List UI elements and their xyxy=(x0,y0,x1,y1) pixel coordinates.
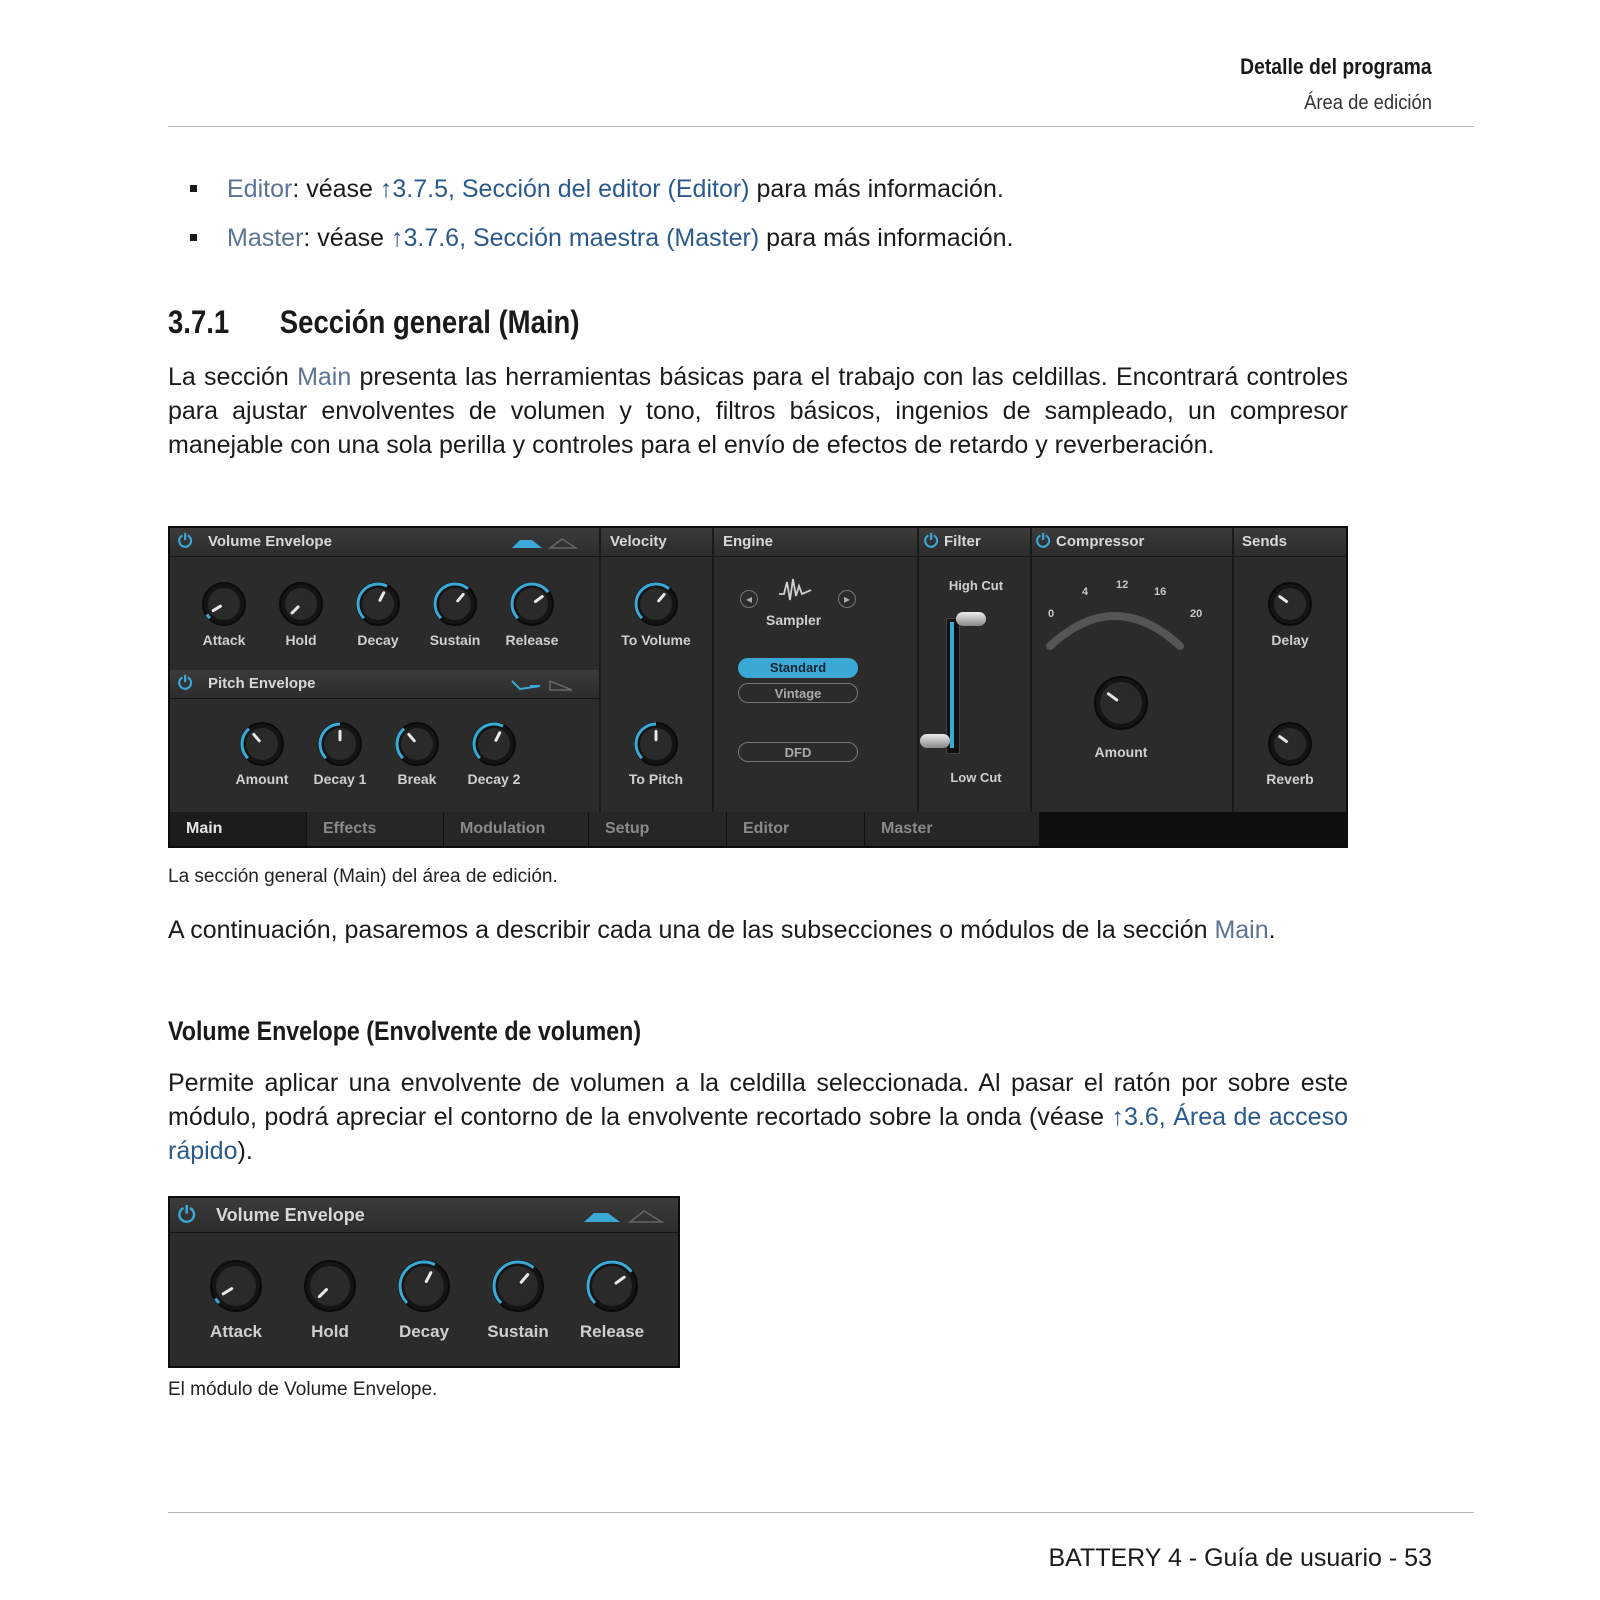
term-editor: Editor xyxy=(227,175,293,203)
section-number: 3.7.1 xyxy=(168,304,230,340)
term-main: Main xyxy=(297,363,352,391)
compressor-title: Compressor xyxy=(1056,533,1145,550)
knob-graphic xyxy=(632,720,680,768)
knob-label: Decay xyxy=(398,1322,450,1341)
text: La sección xyxy=(168,363,298,391)
scale-label: 16 xyxy=(1154,586,1167,598)
power-icon[interactable]: ⏻ xyxy=(178,673,193,693)
text: A continuación, pasaremos a describir cada una de las subsecciones o módulos de la sección xyxy=(168,916,1215,944)
knob-label: Sustain xyxy=(429,632,481,648)
text: ). xyxy=(237,1137,253,1165)
term-master: Master xyxy=(227,224,304,252)
knob-label: Delay xyxy=(1271,632,1309,648)
knob-label: Amount xyxy=(1094,744,1148,760)
standard-button[interactable]: Standard xyxy=(738,658,858,678)
header-rule xyxy=(168,126,1474,127)
divider xyxy=(1030,528,1032,816)
knob-label: Release xyxy=(579,1322,645,1341)
knob-label: Hold xyxy=(285,632,317,648)
tab-master[interactable]: Master xyxy=(865,812,1040,846)
subsection-heading: Volume Envelope (Envolvente de volumen) xyxy=(168,1016,642,1046)
knob-label: Amount xyxy=(235,771,289,787)
text: Permite aplicar una envolvente de volumen a la celdilla seleccionada. Al pasar el ratón por sobre este módulo, podrá apreciar el contorno de la envolvente recortado sobre la onda (véase xyxy=(168,1069,1348,1131)
running-header-subsection: Área de edición xyxy=(1304,92,1432,114)
power-icon[interactable]: ⏻ xyxy=(1036,531,1051,551)
waveform-icon xyxy=(778,576,812,604)
scale-label: 4 xyxy=(1082,586,1089,598)
knob-label: Attack xyxy=(202,632,246,648)
power-icon[interactable]: ⏻ xyxy=(924,531,939,551)
knob-label: Break xyxy=(397,771,437,787)
knob-label: Attack xyxy=(210,1322,262,1341)
tab-effects[interactable]: Effects xyxy=(307,812,444,846)
knob-label: Decay xyxy=(357,632,399,648)
tab-editor[interactable]: Editor xyxy=(727,812,865,846)
link-quick-access[interactable]: ↑3.6, Área de acceso rápido xyxy=(168,1103,1348,1165)
filter-title: Filter xyxy=(944,533,981,550)
knob-graphic xyxy=(431,580,479,628)
scale-label: 0 xyxy=(1048,608,1055,620)
footer-rule xyxy=(168,1512,1474,1513)
bullet-mark xyxy=(190,185,197,192)
divider xyxy=(599,528,601,816)
link-editor-section[interactable]: ↑3.7.5, Sección del editor (Editor) xyxy=(379,175,750,203)
figure-caption: La sección general (Main) del área de edición. xyxy=(168,866,558,887)
compressor-scale-arc xyxy=(1040,586,1190,656)
knob-graphic xyxy=(238,720,286,768)
knob-graphic xyxy=(1092,674,1150,732)
scale-label: 20 xyxy=(1190,608,1203,620)
knob-graphic xyxy=(508,580,556,628)
main-section-figure xyxy=(168,526,1348,848)
knob-graphic xyxy=(316,720,364,768)
envelope-shape-icon[interactable] xyxy=(510,536,582,550)
bullet-text: para más información. xyxy=(759,224,1014,252)
text: . xyxy=(1268,916,1276,944)
sends-title: Sends xyxy=(1242,533,1288,550)
bullet-text: : véase xyxy=(303,224,391,252)
bullet-master xyxy=(190,224,1013,253)
page-footer: BATTERY 4 - Guía de usuario - 53 xyxy=(1048,1544,1432,1572)
running-header-section: Detalle del programa xyxy=(1240,54,1432,79)
high-cut-label: High Cut xyxy=(948,578,1004,593)
high-cut-handle[interactable] xyxy=(956,612,986,626)
knob-graphic xyxy=(396,1258,452,1314)
knob-graphic xyxy=(490,1258,546,1314)
knob-graphic xyxy=(277,580,325,628)
knob-label: To Pitch xyxy=(628,771,684,787)
engine-mode-label: Sampler xyxy=(766,612,822,628)
bullet-editor xyxy=(190,175,1004,204)
tab-setup[interactable]: Setup xyxy=(589,812,727,846)
next-engine-button[interactable]: ▸ xyxy=(838,590,856,608)
paragraph-intro xyxy=(168,360,1348,462)
power-icon[interactable]: ⏻ xyxy=(178,1202,196,1227)
envelope-shape-icon[interactable] xyxy=(582,1208,668,1224)
vintage-button[interactable]: Vintage xyxy=(738,683,858,703)
knob-label: To Volume xyxy=(621,632,691,648)
term-main: Main xyxy=(1214,916,1269,944)
knob-graphic xyxy=(393,720,441,768)
knob-graphic xyxy=(584,1258,640,1314)
volume-envelope-title: Volume Envelope xyxy=(216,1205,365,1225)
knob-graphic xyxy=(200,580,248,628)
knob-graphic xyxy=(208,1258,264,1314)
pitch-shape-icon[interactable] xyxy=(510,678,582,692)
paragraph-continue xyxy=(168,913,1348,947)
divider xyxy=(712,528,714,816)
bullet-text: : véase xyxy=(292,175,380,203)
engine-title: Engine xyxy=(723,533,774,550)
pitch-envelope-title: Pitch Envelope xyxy=(208,675,316,692)
tab-main[interactable]: Main xyxy=(170,812,307,846)
section-title: Sección general (Main) xyxy=(279,304,580,340)
text: presenta las herramientas básicas para el trabajo con las celdillas. Encontrará controles para ajustar envolventes de volumen y tono, filtros básicos, ingenios de sampleado, un compresor manejable con una sola perilla y controles para el envío de efectos de retardo y reverberación. xyxy=(168,363,1348,459)
prev-engine-button[interactable]: ◂ xyxy=(740,590,758,608)
dfd-button[interactable]: DFD xyxy=(738,742,858,762)
knob-label: Hold xyxy=(311,1322,349,1341)
divider xyxy=(1232,528,1234,816)
divider xyxy=(917,528,919,816)
filter-range-fill xyxy=(950,622,954,748)
knob-graphic xyxy=(354,580,402,628)
figure-caption: El módulo de Volume Envelope. xyxy=(168,1379,438,1400)
scale-label: 12 xyxy=(1116,579,1129,591)
knob-label: Decay 1 xyxy=(313,771,367,787)
paragraph-volume-envelope xyxy=(168,1066,1348,1168)
bullet-text: para más información. xyxy=(749,175,1004,203)
knob-graphic xyxy=(302,1258,358,1314)
knob-graphic xyxy=(470,720,518,768)
velocity-title: Velocity xyxy=(610,533,667,550)
power-icon[interactable]: ⏻ xyxy=(178,531,193,551)
knob-label: Sustain xyxy=(487,1322,549,1341)
low-cut-handle[interactable] xyxy=(920,734,950,748)
tab-bar xyxy=(170,812,1348,848)
knob-label: Release xyxy=(505,632,559,648)
knob-graphic xyxy=(1266,720,1314,768)
knob-label: Decay 2 xyxy=(467,771,521,787)
bullet-mark xyxy=(190,234,197,241)
section-heading xyxy=(168,304,580,341)
tab-modulation[interactable]: Modulation xyxy=(444,812,589,846)
volume-envelope-title: Volume Envelope xyxy=(208,533,332,550)
volume-envelope-figure xyxy=(168,1196,680,1368)
low-cut-label: Low Cut xyxy=(950,770,1002,785)
link-master-section[interactable]: ↑3.7.6, Sección maestra (Master) xyxy=(390,224,760,252)
knob-label: Reverb xyxy=(1266,771,1314,787)
knob-graphic xyxy=(1266,580,1314,628)
knob-graphic xyxy=(632,580,680,628)
